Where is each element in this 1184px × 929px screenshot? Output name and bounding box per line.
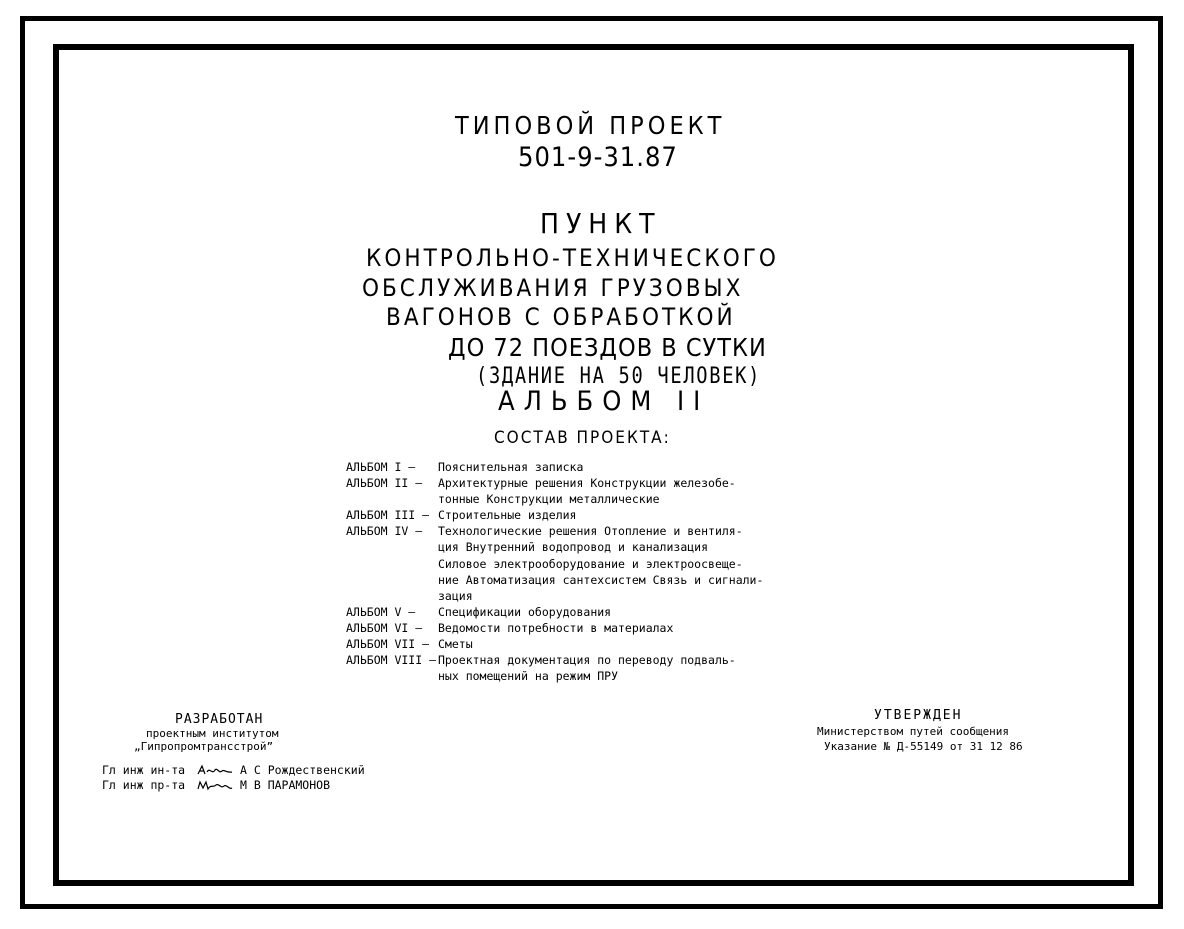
approval-heading: УТВЕРЖДЕН (874, 708, 963, 723)
list-item (346, 523, 763, 539)
album-label: АЛЬБОМ V — (346, 604, 416, 619)
composition-list (346, 459, 763, 684)
album-label (346, 668, 438, 684)
title-line-6: (ЗДАНИЕ НА 50 ЧЕЛОВЕК) (476, 364, 762, 389)
album-description: зация (438, 588, 473, 603)
album-label: АЛЬБОМ VIII — (346, 653, 437, 668)
signature-row (102, 778, 330, 792)
signature-row (102, 763, 365, 777)
album-label: АЛЬБОМ IV — (346, 524, 423, 539)
composition-heading: СОСТАВ ПРОЕКТА: (494, 428, 671, 448)
list-item (346, 604, 763, 620)
album-description: тонные Конструкции металлические (438, 492, 660, 507)
signatory-name: М В ПАРАМОНОВ (240, 778, 331, 792)
album-description: Пояснительная записка (438, 460, 584, 474)
album-label (346, 556, 438, 572)
album-description: Технологические решения Отопление и вентиля- (438, 524, 743, 539)
album-label (346, 539, 438, 555)
document-type: ТИПОВОЙ ПРОЕКТ (455, 111, 726, 140)
title-line-1: ПУНКТ (540, 207, 662, 240)
album-title: АЛЬБОМ II (498, 386, 710, 417)
album-description: ние Автоматизация сантехсистем Связь и сигнали- (438, 572, 764, 587)
album-description: Архитектурные решения Конструкции железобе- (438, 476, 736, 491)
title-line-3: ОБСЛУЖИВАНИЯ ГРУЗОВЫХ (362, 274, 744, 302)
developer-heading: РАЗРАБОТАН (175, 712, 264, 727)
list-item (346, 491, 763, 507)
album-description: Проектная документация по переводу подваль- (438, 653, 736, 668)
album-label: АЛЬБОМ VI — (346, 620, 423, 635)
signatory-role: Гл инж пр-та (102, 778, 186, 792)
approval-order: Указание № Д-55149 от 31 12 86 (824, 740, 1023, 753)
album-description: Силовое электрооборудование и электроосвеще- (438, 556, 743, 571)
signatory-role: Гл инж ин-та (102, 763, 186, 777)
developer-institute: „Гипропромтрансстрой” (134, 740, 274, 753)
album-label: АЛЬБОМ III — (346, 508, 430, 523)
title-line-4: ВАГОНОВ С ОБРАБОТКОЙ (386, 303, 736, 331)
list-item (346, 459, 763, 475)
album-label: АЛЬБОМ I — (346, 460, 416, 474)
album-label (346, 491, 438, 507)
list-item (346, 588, 763, 604)
album-label: АЛЬБОМ II — (346, 476, 423, 491)
album-label (346, 588, 438, 604)
list-item (346, 539, 763, 555)
list-item (346, 507, 763, 523)
album-description: ция Внутренний водопровод и канализация (438, 540, 709, 555)
list-item (346, 475, 763, 491)
list-item (346, 572, 763, 588)
album-description: Сметы (438, 637, 473, 652)
developer-line-1: проектным институтом (146, 727, 279, 740)
title-line-5: ДО 72 ПОЕЗДОВ В СУТКИ (448, 333, 767, 362)
list-item (346, 652, 763, 668)
approval-authority: Министерством путей сообщения (817, 725, 1010, 738)
signatory-name: А С Рождественский (240, 763, 365, 777)
album-description: Спецификации оборудования (438, 604, 612, 619)
list-item (346, 636, 763, 652)
project-number: 501-9-31.87 (518, 142, 678, 173)
title-line-2: КОНТРОЛЬНО-ТЕХНИЧЕСКОГО (366, 244, 779, 272)
list-item (346, 668, 763, 684)
handwritten-signature-icon (196, 778, 234, 792)
list-item (346, 556, 763, 572)
album-description: Строительные изделия (438, 508, 577, 523)
album-label: АЛЬБОМ VII — (346, 637, 430, 652)
album-label (346, 572, 438, 588)
album-description: Ведомости потребности в материалах (438, 620, 674, 635)
list-item (346, 620, 763, 636)
handwritten-signature-icon (196, 763, 234, 777)
album-description: ных помещений на режим ПРУ (438, 669, 619, 684)
